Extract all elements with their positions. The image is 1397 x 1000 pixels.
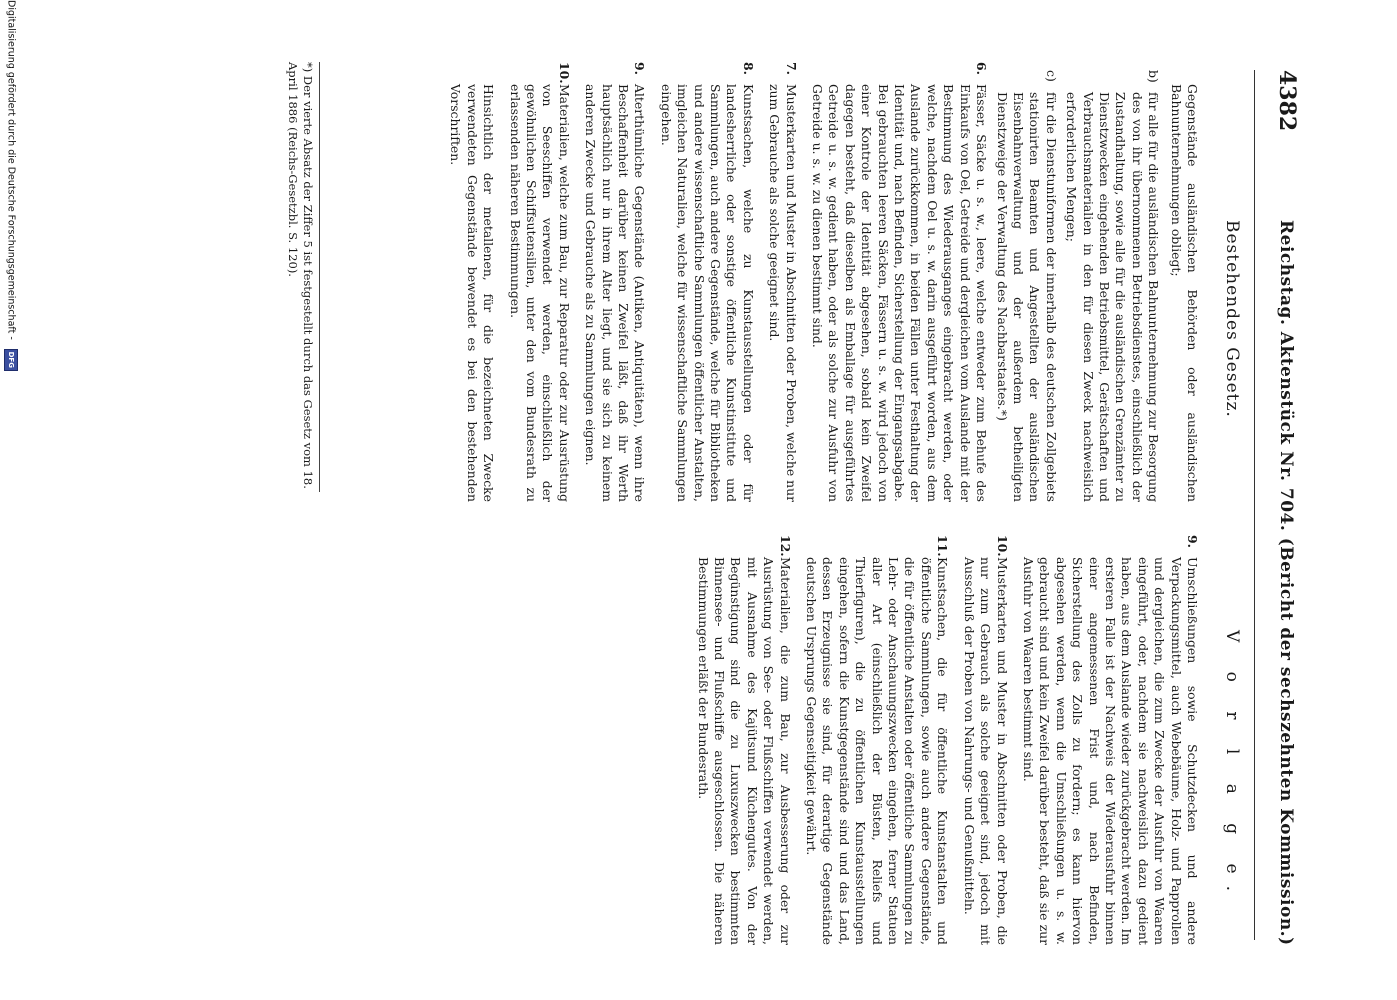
- list-item: [960, 535, 1009, 945]
- credit-text: Digitalisierung gefördert durch die Deutsche Forschungsgemeinschaft -: [5, 0, 17, 340]
- item-number: 10.: [556, 62, 572, 84]
- list-item: [803, 535, 951, 945]
- list-item: [657, 62, 755, 502]
- item-number: 9.: [1185, 535, 1200, 548]
- list-item: [506, 62, 572, 502]
- item-number: 10.: [994, 535, 1010, 557]
- item-text: Musterkarten und Muster in Abschnitten oder Proben, die nur zum Gebrauch als solche geeignet sind, jedoch mit Ausschluß der Proben von Nahrungs- und Genußmitteln.: [961, 557, 1010, 945]
- sub-item-b: [1063, 70, 1161, 502]
- sub-item-text: für alle für die ausländischen Bahnunternehmung zur Besorgung des von ihr übernommenen Betriebsdienstes, einschließlich der Zustandhaltung, sowie alle für die ausländischen Grenzämter zu Dienstzwecken eingehenden Betriebsmittel, Gerätschaften und Verbrauchsmaterialien in den für diesen Zweck nachweislich erforderlichen Mengen;: [1064, 92, 1162, 502]
- sub-item-c: [993, 70, 1059, 502]
- list-item: [766, 62, 799, 502]
- item-text: Materialien, die zum Bau, zur Ausbesserung oder zur Ausrüstung von See- oder Flußschiffen verwendet werden, mit Ausnahme des Kajütsund Küchengutes. Von der Begünstigung sind die zu Luxuszwecken bestimmten Binnensee- und Flußschiffe ausgeschlossen. Die näheren Bestimmungen erläßt der Bundesrath.: [695, 557, 793, 945]
- digitization-credit: [4, 0, 18, 1000]
- sub-item-label: b): [1146, 70, 1162, 83]
- item-text: Kunstsachen, welche zu Kunstausstellungen oder für landesherrliche oder sonstige öffentliche Kunstinstitute und Sammlungen, auch andere Gegenstände, welche für Bibliotheken und andere wissenschaftliche Sammlungen öffentlicher Anstalten, imgleichen Naturalien, welche für wissenschaftliche Sammlungen eingehen.: [658, 84, 756, 502]
- item-text: Alterthümliche Gegenstände (Antiken, Antiquitäten), wenn ihre Beschaffenheit darüber keinen Zweifel läßt, daß ihr Werth hauptsächlich nur in ihrem Alter liegt, und sie sich zu keinem anderen Zwecke und Gebrauche als zu Sammlungen eignen.: [583, 84, 648, 502]
- sub-item-label: c): [1043, 70, 1059, 82]
- item-number: 8.: [740, 62, 756, 75]
- page-header: [1262, 30, 1302, 980]
- item-number: 9.: [632, 62, 648, 75]
- page-title: Reichstag. Aktenstück Nr. 704. (Bericht der sechszehnten Kommission.): [1276, 220, 1296, 946]
- item-number: 11.: [935, 535, 951, 557]
- page-number: 4382: [1274, 70, 1300, 132]
- footnote: *) Der vierte Absatz der Ziffer 5 ist festgestellt durch das Gesetz vom 18. April 1886 (Reichs-Gesetzbl. S. 120).: [285, 62, 320, 492]
- dfg-logo: DFG: [4, 349, 18, 371]
- proposal-column: [684, 535, 1200, 945]
- list-item: [1020, 535, 1200, 945]
- item-number: 6.: [974, 62, 990, 75]
- paragraph: Hinsichtlich der metallenen, für die bezeichneten Zwecke verwendeten Gegenstände bewendet es bei den bestehenden Vorschriften.: [448, 84, 497, 502]
- list-item: [809, 62, 989, 502]
- item-text: Fässer, Säcke u. s. w., leere, welche entweder zum Behufe des Einkaufs von Oel, Getreide und dergleichen vom Auslande mit der Bestimmung des Wiederausganges eingebracht werden, oder welche, nachdem Oel u. s. w. darin ausgeführt worden, aus dem Auslande zurückkommen, in beiden Fällen unter Festhaltung der Identität und, nach Befinden, Sicherstellung der Eingangsabgabe. Bei gebrauchten leeren Säcken, Fässern u. s. w. wird jedoch von einer Kontrole der Identität abgesehen, sobald kein Zweifel dagegen besteht, daß dieselben als Emballage für ausgeführtes Getreide u. s. w. gedient haben, oder als solche zur Ausfuhr von Getreide u. s. w. zu dienen bestimmt sind.: [810, 84, 990, 502]
- item-text: Umschließungen sowie Schutzdecken und andere Verpackungsmittel, auch Webebäume, Holz- und Papprollen und dergleichen, die zum Zwecke der Ausfuhr von Waaren eingeführt, oder, nachdem sie nachweislich dazu gedient haben, aus dem Auslande wieder zurückgebracht werden. Im ersteren Falle ist der Nachweis der Wiederausfuhr binnen einer angemessenen Frist und, nach Befinden, Sicherstellung des Zolls zu fordern; es kann hiervon abgesehen werden, wenn die Umschließungen u. s. w. gebraucht sind und kein Zweifel darüber besteht, daß sie zur Ausfuhr von Waaren bestimmt sind.: [1020, 557, 1200, 945]
- item-number: 12.: [777, 535, 793, 557]
- list-item: [694, 535, 792, 945]
- item-number: 7.: [783, 62, 799, 75]
- list-item: [582, 62, 648, 502]
- item-text: Kunstsachen, die für öffentliche Kunstanstalten und öffentliche Sammlungen, sowie auch andere Gegenstände, die für öffentliche Anstalten oder öffentliche Sammlungen zu Lehr- oder Anschauungszwecken eingehen, ferner Statuen aller Art (einschließlich der Büsten, Reliefs und Thierfiguren), die zu öffentlichen Kunstausstellungen eingehen, sofern die Kunstgegenstände sind und das Land, dessen Erzeugnisse sie sind, für derartige Gegenstände deutschen Ursprungs Gegenseitigkeit gewährt.: [804, 557, 951, 945]
- right-column-heading: V o r l a g e.: [1222, 630, 1242, 903]
- item-text: Materialien, welche zum Bau, zur Reparatur oder zur Ausrüstung von Seeschiffen verwendet werden, einschließlich der gewöhnlichen Schiffsutensilien, unter den vom Bundesrath zu erlassenden näheren Bestimmungen.: [507, 84, 572, 502]
- continuation-text: Gegenstände ausländischen Behörden oder ausländischen Bahnunternehmungen obliegt;: [1168, 84, 1200, 502]
- existing-law-column: [441, 62, 1200, 502]
- header-rule: [1254, 70, 1255, 940]
- sub-item-text: für die Dienstuniformen der innerhalb des deutschen Zollgebiets stationirten Beamten und Angestellten der ausländischen Eisenbahnverwaltung und der außerdem betheiligten Dienstzweige der Verwaltung des Nachbarstaates.*): [994, 92, 1059, 502]
- item-text: Musterkarten und Muster in Abschnitten oder Proben, welche nur zum Gebrauche als solche geeignet sind.: [767, 84, 799, 502]
- left-column-heading: Bestehendes Gesetz.: [1222, 220, 1242, 418]
